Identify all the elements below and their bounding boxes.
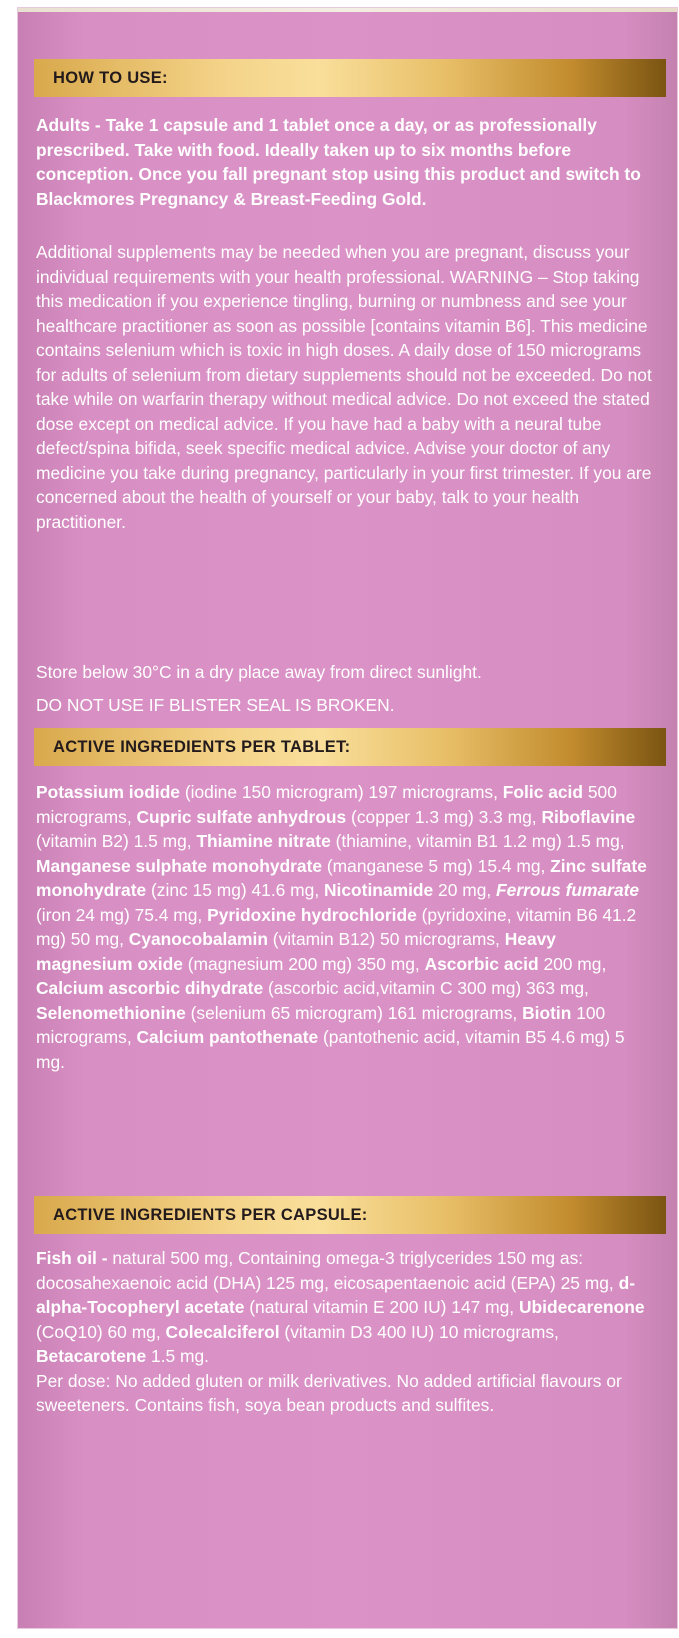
ingredient-name: Pyridoxine hydrochloride <box>207 904 417 925</box>
adults-directions <box>36 113 656 211</box>
how-to-use-heading-band <box>34 59 666 97</box>
tablet-ingredients-heading: ACTIVE INGREDIENTS PER TABLET: <box>53 737 351 756</box>
ingredient-detail: (ascorbic acid,vitamin C 300 mg) 363 mg, <box>263 978 589 998</box>
ingredient-detail: (pantothenic acid, vitamin B5 4.6 mg) 5 mg. <box>36 1027 625 1072</box>
ingredient-detail: (iodine 150 microgram) 197 micrograms, <box>179 782 503 802</box>
ingredient-detail: (iron 24 mg) 75.4 mg, <box>36 904 208 925</box>
ingredient-detail: 20 mg, <box>433 880 497 900</box>
how-to-use-heading: HOW TO USE: <box>53 68 168 87</box>
ingredient-detail: (vitamin D3 400 IU) 10 micrograms, <box>279 1321 559 1342</box>
adults-text: Take 1 capsule and 1 tablet once a day, or as professionally prescribed. Take with food. Ideally taken up to six months before conception. Once you fall pregnant stop using this product and switch to Blackmores Pregnancy & Breast-Feeding Gold. <box>36 115 641 209</box>
ingredient-name: Manganese sulphate monohydrate <box>36 855 323 876</box>
ingredient-detail: natural 500 mg, Containing omega-3 triglycerides 150 mg as: docosahexaenoic acid (DHA) 125 mg, eicosapentaenoic acid (EPA) 25 mg, <box>36 1248 619 1293</box>
ingredient-detail: (selenium 65 microgram) 161 micrograms, <box>185 1002 523 1023</box>
ingredient-detail: 1.5 mg. <box>146 1346 210 1366</box>
ingredient-name: Cyanocobalamin <box>128 929 268 949</box>
ingredient-detail: (vitamin B2) 1.5 mg, <box>36 831 197 851</box>
capsule-ingredients-heading: ACTIVE INGREDIENTS PER CAPSULE: <box>53 1205 368 1224</box>
ingredient-name: Potassium iodide <box>36 782 180 802</box>
ingredient-detail: (zinc 15 mg) 41.6 mg, <box>146 880 324 900</box>
ingredient-detail: (manganese 5 mg) 15.4 mg, <box>322 855 551 876</box>
ingredient-name: Calcium ascorbic dihydrate <box>36 978 264 998</box>
ingredient-detail: 100 micrograms, <box>36 1002 606 1047</box>
ingredient-name: Calcium pantothenate <box>136 1027 319 1047</box>
ingredient-detail: (pyridoxine, vitamin B6 41.2 mg) 50 mg, <box>36 904 637 949</box>
tablet-ingredients-list <box>36 780 656 1074</box>
storage-text: Store below 30°C in a dry place away from direct sunlight. <box>36 662 482 682</box>
ingredient-name: Folic acid <box>502 782 584 802</box>
blister-seal-warning: DO NOT USE IF BLISTER SEAL IS BROKEN. <box>36 695 395 715</box>
ingredient-detail: (natural vitamin E 200 IU) 147 mg, <box>244 1297 519 1317</box>
ingredient-name: Cupric sulfate anhydrous <box>136 806 347 827</box>
ingredient-detail: (thiamine, vitamin B1 1.2 mg) 1.5 mg, <box>330 831 625 851</box>
ingredient-name: Ferrous fumarate <box>496 880 640 900</box>
ingredient-name: Biotin <box>522 1002 572 1023</box>
ingredient-name: Ubidecarenone <box>518 1297 645 1317</box>
ingredient-name: Thiamine nitrate <box>196 831 331 851</box>
ingredient-detail: 500 micrograms, <box>36 782 617 827</box>
tablet-ingredients-heading-band <box>34 728 666 766</box>
ingredient-name: Nicotinamide <box>324 880 434 900</box>
capsule-ingredients-block <box>36 1246 656 1418</box>
warning-paragraph: Additional supplements may be needed when you are pregnant, discuss your individual requirements with your health professional. WARNING – Stop taking this medication if you experience tingling, burning or numbness and see your healthcare practitioner as soon as possible [contains vitamin B6]. This medicine contains selenium which is toxic in high doses. A daily dose of 150 micrograms for adults of selenium from dietary supplements should not be exceeded. Do not take while on warfarin therapy without medical advice. Do not exceed the stated dose except on medical advice. If you have had a baby with a neural tube defect/spina bifida, seek specific medical advice. Advise your doctor of any medicine you take during pregnancy, particularly in your first trimester. If you are concerned about the health of yourself or your baby, talk to your health practitioner. <box>36 242 652 532</box>
ingredient-name: Selenomethionine <box>36 1002 186 1023</box>
ingredient-name: Riboflavine <box>541 806 636 827</box>
adults-label: Adults - <box>36 115 106 135</box>
ingredient-name: Fish oil - <box>36 1248 113 1268</box>
ingredient-detail: 200 mg, <box>538 953 607 974</box>
ingredient-detail: (CoQ10) 60 mg, <box>36 1321 166 1342</box>
ingredient-name: Zinc sulfate monohydrate <box>36 855 647 900</box>
capsule-ingredients-heading-band <box>34 1196 666 1234</box>
ingredient-detail: (magnesium 200 mg) 350 mg, <box>182 953 425 974</box>
ingredient-name: d-alpha-Tocopheryl acetate <box>36 1272 635 1317</box>
capsule-dietary-note: Per dose: No added gluten or milk derivatives. No added artificial flavours or sweeteners. Contains fish, soya bean products and sulfites. <box>36 1370 622 1415</box>
ingredient-name: Betacarotene <box>36 1346 147 1366</box>
ingredient-name: Ascorbic acid <box>424 953 539 974</box>
ingredient-name: Heavy magnesium oxide <box>36 929 556 974</box>
ingredient-detail: (copper 1.3 mg) 3.3 mg, <box>346 806 542 827</box>
capsule-ingredients-list <box>36 1248 645 1366</box>
ingredient-name: Colecalciferol <box>165 1321 280 1342</box>
package-panel <box>18 8 677 1628</box>
ingredient-detail: (vitamin B12) 50 micrograms, <box>267 929 505 949</box>
